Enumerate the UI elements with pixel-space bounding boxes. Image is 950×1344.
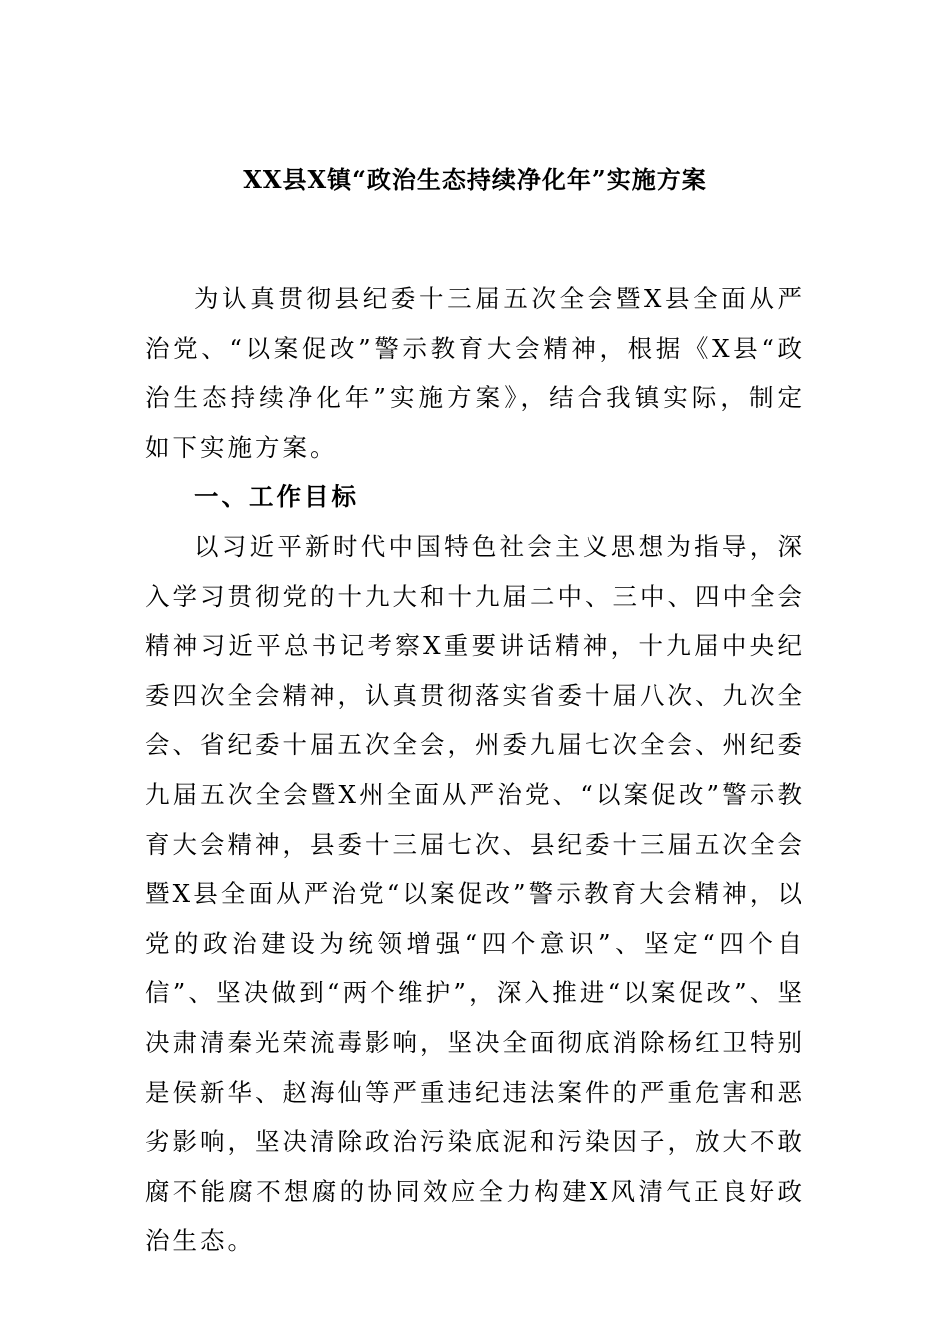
document-title: XX县X镇“政治生态持续净化年”实施方案 <box>243 165 707 194</box>
document-body <box>145 274 805 1266</box>
intro-paragraph: 为认真贯彻县纪委十三届五次全会暨X县全面从严治党、“以案促改”警示教育大会精神，根据《X县“政治生态持续净化年”实施方案》，结合我镇实际，制定如下实施方案。 <box>145 284 805 462</box>
section-heading: 一、工作目标 <box>194 482 359 512</box>
section-paragraph: 以习近平新时代中国特色社会主义思想为指导，深入学习贯彻党的十九大和十九届二中、三中、四中全会精神习近平总书记考察X重要讲话精神，十九届中央纪委四次全会精神，认真贯彻落实省委十届八次、九次全会、省纪委十届五次全会，州委九届七次全会、州纪委九届五次全会暨X州全面从严治党、“以案促改”警示教育大会精神，县委十三届七次、县纪委十三届五次全会暨X县全面从严治党“以案促改”警示教育大会精神，以党的政治建设为统领增强“四个意识”、坚定“四个自信”、坚决做到“两个维护”，深入推进“以案促改”、坚决肃清秦光荣流毒影响，坚决全面彻底消除杨红卫特别是侯新华、赵海仙等严重违纪违法案件的严重危害和恶劣影响，坚决清除政治污染底泥和污染因子，放大不敢腐不能腐不想腐的协同效应全力构建X风清气正良好政治生态。 <box>145 531 805 1256</box>
